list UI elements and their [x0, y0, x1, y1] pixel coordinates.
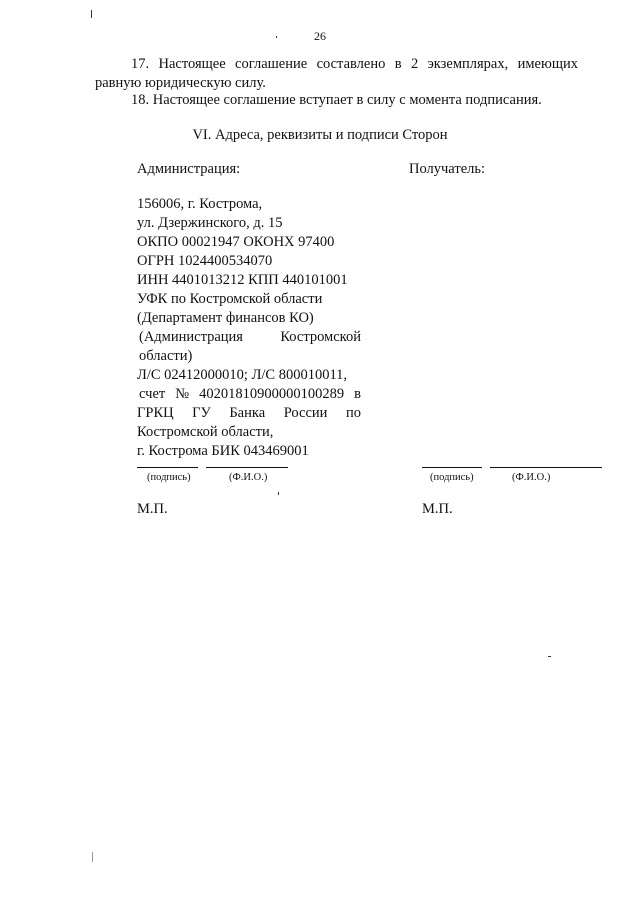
- scan-speck-bottom-left: [92, 852, 93, 862]
- admin-administration-word: (Администрация: [139, 329, 243, 345]
- recipient-fio-caption: (Ф.И.О.): [512, 472, 551, 483]
- admin-stamp-mark: М.П.: [137, 501, 168, 517]
- admin-ogrn: ОГРН 1024400534070: [137, 253, 273, 269]
- admin-signature-caption: (подпись): [147, 472, 191, 483]
- recipient-label: Получатель:: [409, 161, 486, 177]
- admin-region-end: области): [139, 348, 193, 364]
- admin-address-line-2: ул. Дзержинского, д. 15: [137, 215, 283, 231]
- admin-ufk-1: УФК по Костромской области: [137, 291, 323, 307]
- admin-account-line: [137, 385, 361, 404]
- recipient-fio-line: [490, 467, 602, 468]
- admin-bank-word: Банка: [229, 405, 266, 421]
- admin-ufk-2: (Департамент финансов КО): [137, 310, 314, 326]
- clause-18: 18. Настоящее соглашение вступает в силу с момента подписания.: [131, 92, 542, 108]
- scan-speck-middle: [278, 492, 279, 495]
- admin-bank-po: по: [345, 405, 361, 421]
- scan-speck-top-left: [91, 10, 92, 18]
- admin-administration-line: [137, 328, 361, 347]
- admin-account-no-sign: №: [175, 386, 190, 402]
- admin-bank-grkc: ГРКЦ: [137, 405, 174, 421]
- admin-bank-region: Костромской области,: [137, 424, 274, 440]
- admin-details: [137, 195, 361, 461]
- admin-account-number: 40201810900000100289: [199, 386, 345, 402]
- admin-address-line-1: 156006, г. Кострома,: [137, 196, 263, 212]
- page-number: 26: [314, 29, 326, 43]
- admin-bank-line: [137, 404, 361, 423]
- admin-signature-line: [137, 467, 198, 468]
- recipient-signature-caption: (подпись): [430, 472, 474, 483]
- scan-speck-right: [548, 656, 551, 657]
- admin-inn: ИНН 4401013212 КПП 440101001: [137, 272, 348, 288]
- clause-17: 17. Настоящее соглашение составлено в 2 экземплярах, имеющих равную юридическую силу.: [95, 56, 578, 91]
- admin-ls: Л/С 02412000010; Л/С 800010011,: [137, 367, 348, 383]
- recipient-signature-line: [422, 467, 482, 468]
- admin-region-word: Костромской: [280, 329, 361, 345]
- section-title: VI. Адреса, реквизиты и подписи Сторон: [192, 127, 448, 143]
- recipient-stamp-mark: М.П.: [422, 501, 453, 517]
- admin-fio-line: [206, 467, 288, 468]
- admin-okpo: ОКПО 00021947 ОКОНХ 97400: [137, 234, 335, 250]
- admin-bank-russia: России: [283, 405, 328, 421]
- scan-speck-top: [276, 36, 277, 38]
- admin-bank-gu: ГУ: [192, 405, 211, 421]
- admin-account-word: счет: [139, 386, 166, 402]
- admin-label: Администрация:: [137, 161, 241, 177]
- admin-account-in: в: [354, 386, 361, 402]
- admin-fio-caption: (Ф.И.О.): [229, 472, 268, 483]
- admin-bik: г. Кострома БИК 043469001: [137, 443, 309, 459]
